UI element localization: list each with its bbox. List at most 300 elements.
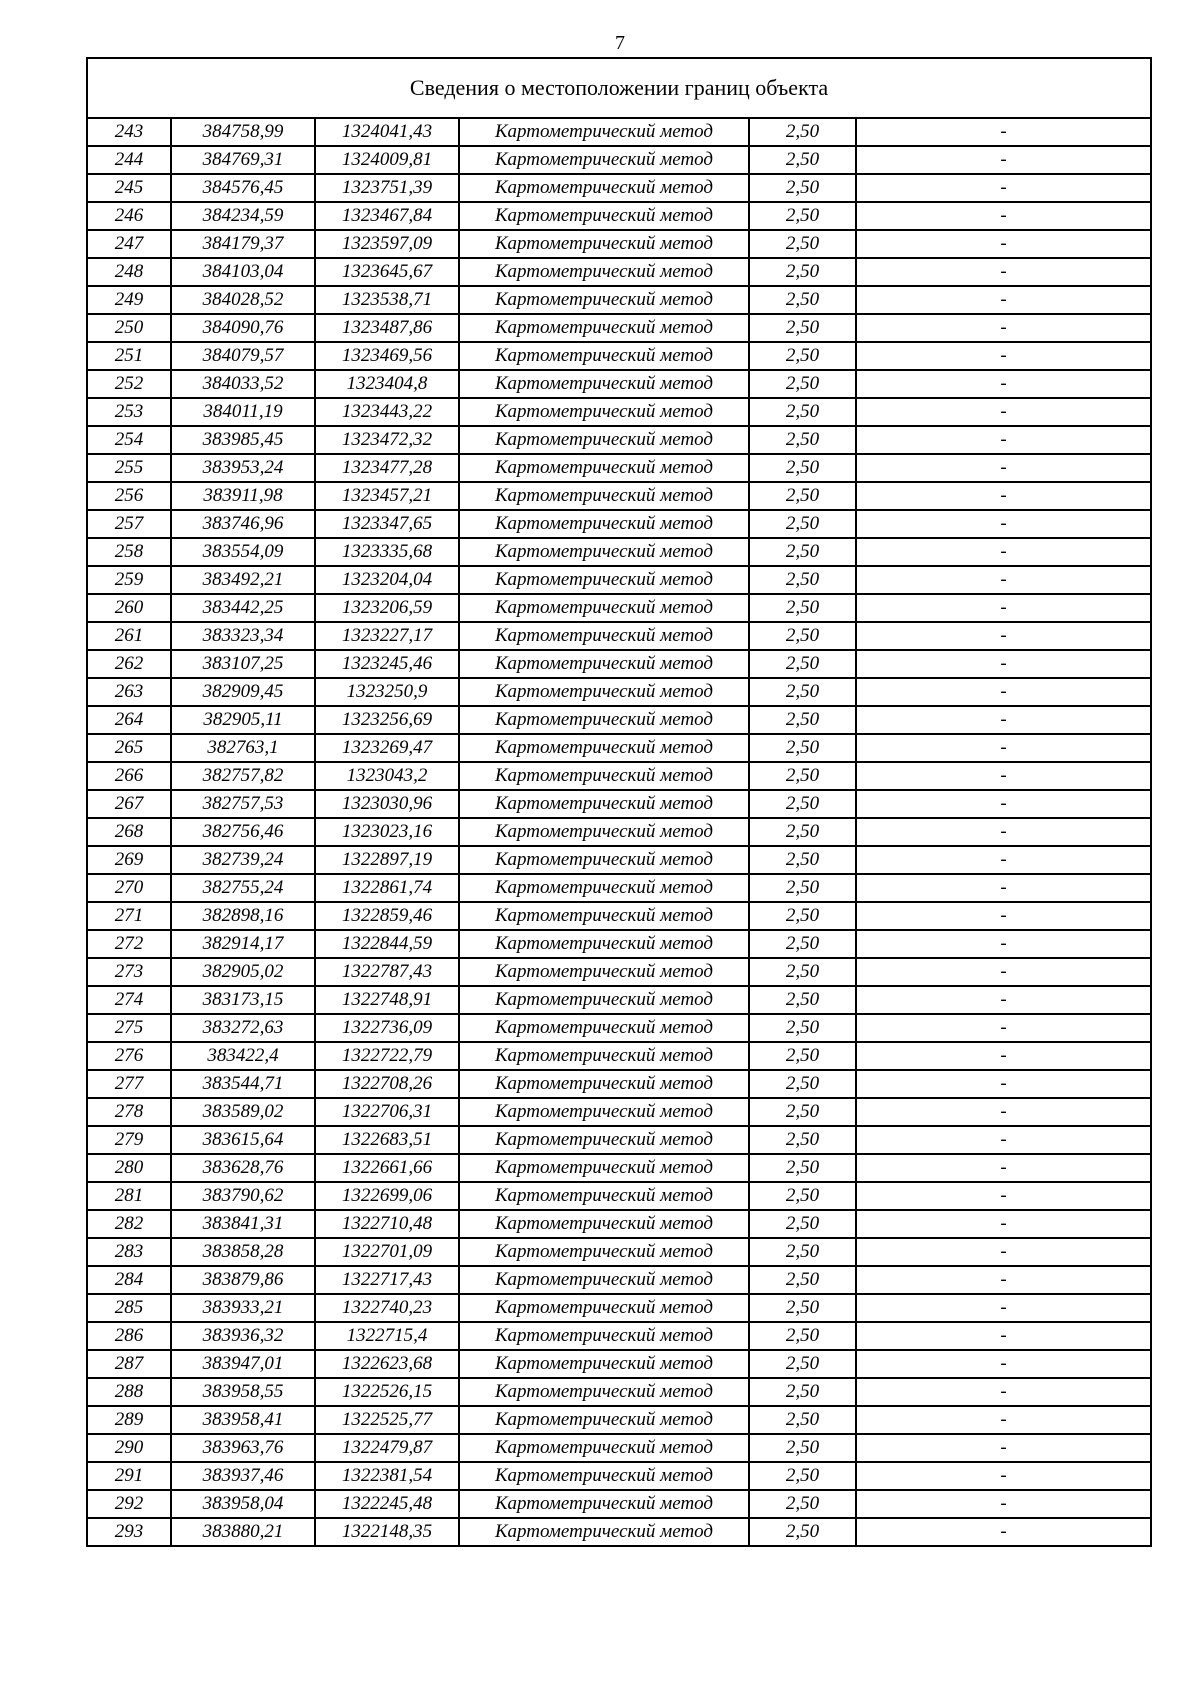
y-coordinate-cell: 1322245,48 — [315, 1490, 459, 1518]
method-cell: Картометрический метод — [459, 1406, 749, 1434]
table-row — [87, 1378, 1151, 1406]
method-cell: Картометрический метод — [459, 118, 749, 146]
point-number-cell: 256 — [87, 482, 171, 510]
method-cell: Картометрический метод — [459, 818, 749, 846]
y-coordinate-cell: 1323477,28 — [315, 454, 459, 482]
accuracy-cell: 2,50 — [749, 1126, 856, 1154]
accuracy-cell: 2,50 — [749, 342, 856, 370]
table-row — [87, 314, 1151, 342]
x-coordinate-cell: 383589,02 — [171, 1098, 315, 1126]
point-number-cell: 253 — [87, 398, 171, 426]
y-coordinate-cell: 1323751,39 — [315, 174, 459, 202]
y-coordinate-cell: 1323467,84 — [315, 202, 459, 230]
delta-cell: - — [856, 174, 1151, 202]
y-coordinate-cell: 1323645,67 — [315, 258, 459, 286]
method-cell: Картометрический метод — [459, 370, 749, 398]
x-coordinate-cell: 383958,04 — [171, 1490, 315, 1518]
x-coordinate-cell: 383422,4 — [171, 1042, 315, 1070]
table-row — [87, 1490, 1151, 1518]
table-row — [87, 230, 1151, 258]
accuracy-cell: 2,50 — [749, 1154, 856, 1182]
point-number-cell: 290 — [87, 1434, 171, 1462]
delta-cell: - — [856, 230, 1151, 258]
table-row — [87, 1098, 1151, 1126]
accuracy-cell: 2,50 — [749, 1462, 856, 1490]
y-coordinate-cell: 1322526,15 — [315, 1378, 459, 1406]
y-coordinate-cell: 1322740,23 — [315, 1294, 459, 1322]
delta-cell: - — [856, 1322, 1151, 1350]
point-number-cell: 264 — [87, 706, 171, 734]
accuracy-cell: 2,50 — [749, 510, 856, 538]
point-number-cell: 255 — [87, 454, 171, 482]
y-coordinate-cell: 1322479,87 — [315, 1434, 459, 1462]
method-cell: Картометрический метод — [459, 1014, 749, 1042]
point-number-cell: 277 — [87, 1070, 171, 1098]
point-number-cell: 263 — [87, 678, 171, 706]
point-number-cell: 257 — [87, 510, 171, 538]
x-coordinate-cell: 383879,86 — [171, 1266, 315, 1294]
method-cell: Картометрический метод — [459, 650, 749, 678]
table-row — [87, 258, 1151, 286]
table-row — [87, 818, 1151, 846]
accuracy-cell: 2,50 — [749, 230, 856, 258]
method-cell: Картометрический метод — [459, 1350, 749, 1378]
point-number-cell: 266 — [87, 762, 171, 790]
y-coordinate-cell: 1323245,46 — [315, 650, 459, 678]
delta-cell: - — [856, 762, 1151, 790]
y-coordinate-cell: 1322748,91 — [315, 986, 459, 1014]
delta-cell: - — [856, 1462, 1151, 1490]
x-coordinate-cell: 383173,15 — [171, 986, 315, 1014]
point-number-cell: 249 — [87, 286, 171, 314]
point-number-cell: 258 — [87, 538, 171, 566]
point-number-cell: 271 — [87, 902, 171, 930]
y-coordinate-cell: 1322706,31 — [315, 1098, 459, 1126]
method-cell: Картометрический метод — [459, 958, 749, 986]
point-number-cell: 268 — [87, 818, 171, 846]
delta-cell: - — [856, 734, 1151, 762]
y-coordinate-cell: 1323269,47 — [315, 734, 459, 762]
x-coordinate-cell: 384028,52 — [171, 286, 315, 314]
accuracy-cell: 2,50 — [749, 1266, 856, 1294]
table-row — [87, 1154, 1151, 1182]
accuracy-cell: 2,50 — [749, 398, 856, 426]
accuracy-cell: 2,50 — [749, 790, 856, 818]
point-number-cell: 252 — [87, 370, 171, 398]
method-cell: Картометрический метод — [459, 482, 749, 510]
table-row — [87, 1126, 1151, 1154]
y-coordinate-cell: 1323043,2 — [315, 762, 459, 790]
x-coordinate-cell: 383858,28 — [171, 1238, 315, 1266]
accuracy-cell: 2,50 — [749, 370, 856, 398]
page-number: 7 — [615, 32, 625, 54]
table-row — [87, 902, 1151, 930]
table-row — [87, 174, 1151, 202]
table-row — [87, 1462, 1151, 1490]
accuracy-cell: 2,50 — [749, 1406, 856, 1434]
y-coordinate-cell: 1322710,48 — [315, 1210, 459, 1238]
table-row — [87, 706, 1151, 734]
method-cell: Картометрический метод — [459, 1042, 749, 1070]
method-cell: Картометрический метод — [459, 426, 749, 454]
y-coordinate-cell: 1323335,68 — [315, 538, 459, 566]
point-number-cell: 289 — [87, 1406, 171, 1434]
y-coordinate-cell: 1323472,32 — [315, 426, 459, 454]
accuracy-cell: 2,50 — [749, 566, 856, 594]
x-coordinate-cell: 384079,57 — [171, 342, 315, 370]
x-coordinate-cell: 383841,31 — [171, 1210, 315, 1238]
x-coordinate-cell: 383746,96 — [171, 510, 315, 538]
x-coordinate-cell: 382914,17 — [171, 930, 315, 958]
point-number-cell: 286 — [87, 1322, 171, 1350]
delta-cell: - — [856, 1406, 1151, 1434]
delta-cell: - — [856, 370, 1151, 398]
accuracy-cell: 2,50 — [749, 650, 856, 678]
delta-cell: - — [856, 1154, 1151, 1182]
method-cell: Картометрический метод — [459, 622, 749, 650]
point-number-cell: 269 — [87, 846, 171, 874]
y-coordinate-cell: 1322683,51 — [315, 1126, 459, 1154]
y-coordinate-cell: 1322148,35 — [315, 1518, 459, 1546]
table-row — [87, 1210, 1151, 1238]
delta-cell: - — [856, 426, 1151, 454]
table-row — [87, 1294, 1151, 1322]
y-coordinate-cell: 1322525,77 — [315, 1406, 459, 1434]
delta-cell: - — [856, 398, 1151, 426]
x-coordinate-cell: 383947,01 — [171, 1350, 315, 1378]
delta-cell: - — [856, 1518, 1151, 1546]
delta-cell: - — [856, 258, 1151, 286]
accuracy-cell: 2,50 — [749, 538, 856, 566]
point-number-cell: 260 — [87, 594, 171, 622]
table-row — [87, 762, 1151, 790]
accuracy-cell: 2,50 — [749, 958, 856, 986]
delta-cell: - — [856, 650, 1151, 678]
boundary-coordinates-table — [86, 57, 1152, 1547]
accuracy-cell: 2,50 — [749, 286, 856, 314]
y-coordinate-cell: 1322708,26 — [315, 1070, 459, 1098]
y-coordinate-cell: 1322897,19 — [315, 846, 459, 874]
x-coordinate-cell: 384011,19 — [171, 398, 315, 426]
accuracy-cell: 2,50 — [749, 174, 856, 202]
delta-cell: - — [856, 1126, 1151, 1154]
accuracy-cell: 2,50 — [749, 454, 856, 482]
method-cell: Картометрический метод — [459, 1154, 749, 1182]
point-number-cell: 259 — [87, 566, 171, 594]
accuracy-cell: 2,50 — [749, 762, 856, 790]
accuracy-cell: 2,50 — [749, 1294, 856, 1322]
point-number-cell: 272 — [87, 930, 171, 958]
method-cell: Картометрический метод — [459, 1210, 749, 1238]
method-cell: Картометрический метод — [459, 1182, 749, 1210]
table-row — [87, 986, 1151, 1014]
y-coordinate-cell: 1322787,43 — [315, 958, 459, 986]
method-cell: Картометрический метод — [459, 1294, 749, 1322]
y-coordinate-cell: 1323256,69 — [315, 706, 459, 734]
method-cell: Картометрический метод — [459, 398, 749, 426]
point-number-cell: 251 — [87, 342, 171, 370]
accuracy-cell: 2,50 — [749, 314, 856, 342]
point-number-cell: 261 — [87, 622, 171, 650]
point-number-cell: 245 — [87, 174, 171, 202]
accuracy-cell: 2,50 — [749, 818, 856, 846]
x-coordinate-cell: 382898,16 — [171, 902, 315, 930]
table-row — [87, 1182, 1151, 1210]
accuracy-cell: 2,50 — [749, 1322, 856, 1350]
table-title: Сведения о местоположении границ объекта — [87, 58, 1151, 118]
point-number-cell: 275 — [87, 1014, 171, 1042]
point-number-cell: 244 — [87, 146, 171, 174]
accuracy-cell: 2,50 — [749, 846, 856, 874]
method-cell: Картометрический метод — [459, 342, 749, 370]
accuracy-cell: 2,50 — [749, 1042, 856, 1070]
x-coordinate-cell: 382755,24 — [171, 874, 315, 902]
point-number-cell: 254 — [87, 426, 171, 454]
table-row — [87, 1238, 1151, 1266]
y-coordinate-cell: 1324041,43 — [315, 118, 459, 146]
y-coordinate-cell: 1322736,09 — [315, 1014, 459, 1042]
x-coordinate-cell: 383958,41 — [171, 1406, 315, 1434]
y-coordinate-cell: 1323023,16 — [315, 818, 459, 846]
table-row — [87, 1518, 1151, 1546]
delta-cell: - — [856, 1238, 1151, 1266]
delta-cell: - — [856, 622, 1151, 650]
x-coordinate-cell: 382763,1 — [171, 734, 315, 762]
method-cell: Картометрический метод — [459, 594, 749, 622]
accuracy-cell: 2,50 — [749, 118, 856, 146]
table-row — [87, 118, 1151, 146]
accuracy-cell: 2,50 — [749, 1378, 856, 1406]
method-cell: Картометрический метод — [459, 454, 749, 482]
accuracy-cell: 2,50 — [749, 482, 856, 510]
table-row — [87, 1322, 1151, 1350]
accuracy-cell: 2,50 — [749, 258, 856, 286]
method-cell: Картометрический метод — [459, 230, 749, 258]
delta-cell: - — [856, 482, 1151, 510]
delta-cell: - — [856, 510, 1151, 538]
delta-cell: - — [856, 1070, 1151, 1098]
table-row — [87, 202, 1151, 230]
x-coordinate-cell: 384758,99 — [171, 118, 315, 146]
table-row — [87, 622, 1151, 650]
x-coordinate-cell: 383933,21 — [171, 1294, 315, 1322]
method-cell: Картометрический метод — [459, 202, 749, 230]
y-coordinate-cell: 1323227,17 — [315, 622, 459, 650]
x-coordinate-cell: 382757,53 — [171, 790, 315, 818]
table-row — [87, 454, 1151, 482]
table-row — [87, 874, 1151, 902]
table-row — [87, 790, 1151, 818]
method-cell: Картометрический метод — [459, 146, 749, 174]
point-number-cell: 282 — [87, 1210, 171, 1238]
table-row — [87, 538, 1151, 566]
method-cell: Картометрический метод — [459, 1518, 749, 1546]
delta-cell: - — [856, 454, 1151, 482]
method-cell: Картометрический метод — [459, 1098, 749, 1126]
x-coordinate-cell: 383963,76 — [171, 1434, 315, 1462]
x-coordinate-cell: 382905,02 — [171, 958, 315, 986]
accuracy-cell: 2,50 — [749, 1210, 856, 1238]
point-number-cell: 280 — [87, 1154, 171, 1182]
y-coordinate-cell: 1323487,86 — [315, 314, 459, 342]
table-body — [87, 118, 1151, 1546]
y-coordinate-cell: 1323404,8 — [315, 370, 459, 398]
accuracy-cell: 2,50 — [749, 202, 856, 230]
method-cell: Картометрический метод — [459, 1462, 749, 1490]
delta-cell: - — [856, 1294, 1151, 1322]
x-coordinate-cell: 383107,25 — [171, 650, 315, 678]
x-coordinate-cell: 383937,46 — [171, 1462, 315, 1490]
method-cell: Картометрический метод — [459, 846, 749, 874]
method-cell: Картометрический метод — [459, 1126, 749, 1154]
delta-cell: - — [856, 1266, 1151, 1294]
accuracy-cell: 2,50 — [749, 1490, 856, 1518]
accuracy-cell: 2,50 — [749, 986, 856, 1014]
table-row — [87, 510, 1151, 538]
point-number-cell: 247 — [87, 230, 171, 258]
y-coordinate-cell: 1322661,66 — [315, 1154, 459, 1182]
accuracy-cell: 2,50 — [749, 902, 856, 930]
table-row — [87, 426, 1151, 454]
method-cell: Картометрический метод — [459, 1322, 749, 1350]
y-coordinate-cell: 1323347,65 — [315, 510, 459, 538]
y-coordinate-cell: 1322381,54 — [315, 1462, 459, 1490]
point-number-cell: 281 — [87, 1182, 171, 1210]
x-coordinate-cell: 384090,76 — [171, 314, 315, 342]
point-number-cell: 270 — [87, 874, 171, 902]
accuracy-cell: 2,50 — [749, 1070, 856, 1098]
y-coordinate-cell: 1322715,4 — [315, 1322, 459, 1350]
point-number-cell: 262 — [87, 650, 171, 678]
x-coordinate-cell: 384576,45 — [171, 174, 315, 202]
table-row — [87, 398, 1151, 426]
x-coordinate-cell: 382739,24 — [171, 846, 315, 874]
point-number-cell: 276 — [87, 1042, 171, 1070]
method-cell: Картометрический метод — [459, 1070, 749, 1098]
delta-cell: - — [856, 1378, 1151, 1406]
table-row — [87, 566, 1151, 594]
method-cell: Картометрический метод — [459, 1490, 749, 1518]
point-number-cell: 274 — [87, 986, 171, 1014]
delta-cell: - — [856, 958, 1151, 986]
delta-cell: - — [856, 118, 1151, 146]
accuracy-cell: 2,50 — [749, 930, 856, 958]
accuracy-cell: 2,50 — [749, 1518, 856, 1546]
delta-cell: - — [856, 1014, 1151, 1042]
point-number-cell: 291 — [87, 1462, 171, 1490]
delta-cell: - — [856, 1350, 1151, 1378]
delta-cell: - — [856, 818, 1151, 846]
accuracy-cell: 2,50 — [749, 146, 856, 174]
delta-cell: - — [856, 790, 1151, 818]
table-title-row — [87, 58, 1151, 118]
x-coordinate-cell: 382909,45 — [171, 678, 315, 706]
method-cell: Картометрический метод — [459, 706, 749, 734]
x-coordinate-cell: 383615,64 — [171, 1126, 315, 1154]
x-coordinate-cell: 383628,76 — [171, 1154, 315, 1182]
x-coordinate-cell: 384234,59 — [171, 202, 315, 230]
point-number-cell: 279 — [87, 1126, 171, 1154]
x-coordinate-cell: 383911,98 — [171, 482, 315, 510]
point-number-cell: 283 — [87, 1238, 171, 1266]
table-row — [87, 1434, 1151, 1462]
method-cell: Картометрический метод — [459, 678, 749, 706]
accuracy-cell: 2,50 — [749, 1434, 856, 1462]
y-coordinate-cell: 1322844,59 — [315, 930, 459, 958]
accuracy-cell: 2,50 — [749, 734, 856, 762]
y-coordinate-cell: 1323250,9 — [315, 678, 459, 706]
y-coordinate-cell: 1323206,59 — [315, 594, 459, 622]
y-coordinate-cell: 1322861,74 — [315, 874, 459, 902]
y-coordinate-cell: 1322623,68 — [315, 1350, 459, 1378]
x-coordinate-cell: 383985,45 — [171, 426, 315, 454]
point-number-cell: 250 — [87, 314, 171, 342]
delta-cell: - — [856, 202, 1151, 230]
method-cell: Картометрический метод — [459, 174, 749, 202]
point-number-cell: 243 — [87, 118, 171, 146]
delta-cell: - — [856, 930, 1151, 958]
x-coordinate-cell: 383272,63 — [171, 1014, 315, 1042]
method-cell: Картометрический метод — [459, 734, 749, 762]
method-cell: Картометрический метод — [459, 790, 749, 818]
table-row — [87, 678, 1151, 706]
x-coordinate-cell: 382757,82 — [171, 762, 315, 790]
point-number-cell: 265 — [87, 734, 171, 762]
delta-cell: - — [856, 314, 1151, 342]
y-coordinate-cell: 1322699,06 — [315, 1182, 459, 1210]
y-coordinate-cell: 1323457,21 — [315, 482, 459, 510]
x-coordinate-cell: 383880,21 — [171, 1518, 315, 1546]
delta-cell: - — [856, 902, 1151, 930]
method-cell: Картометрический метод — [459, 286, 749, 314]
x-coordinate-cell: 383790,62 — [171, 1182, 315, 1210]
table-row — [87, 846, 1151, 874]
x-coordinate-cell: 382905,11 — [171, 706, 315, 734]
method-cell: Картометрический метод — [459, 986, 749, 1014]
x-coordinate-cell: 382756,46 — [171, 818, 315, 846]
delta-cell: - — [856, 1210, 1151, 1238]
method-cell: Картометрический метод — [459, 258, 749, 286]
delta-cell: - — [856, 1434, 1151, 1462]
x-coordinate-cell: 383936,32 — [171, 1322, 315, 1350]
delta-cell: - — [856, 146, 1151, 174]
y-coordinate-cell: 1323469,56 — [315, 342, 459, 370]
delta-cell: - — [856, 594, 1151, 622]
accuracy-cell: 2,50 — [749, 706, 856, 734]
table-row — [87, 370, 1151, 398]
x-coordinate-cell: 384033,52 — [171, 370, 315, 398]
method-cell: Картометрический метод — [459, 1378, 749, 1406]
x-coordinate-cell: 383554,09 — [171, 538, 315, 566]
table-row — [87, 286, 1151, 314]
table-row — [87, 342, 1151, 370]
accuracy-cell: 2,50 — [749, 874, 856, 902]
y-coordinate-cell: 1324009,81 — [315, 146, 459, 174]
y-coordinate-cell: 1323597,09 — [315, 230, 459, 258]
method-cell: Картометрический метод — [459, 930, 749, 958]
x-coordinate-cell: 384769,31 — [171, 146, 315, 174]
accuracy-cell: 2,50 — [749, 594, 856, 622]
x-coordinate-cell: 383958,55 — [171, 1378, 315, 1406]
point-number-cell: 278 — [87, 1098, 171, 1126]
x-coordinate-cell: 384103,04 — [171, 258, 315, 286]
x-coordinate-cell: 383544,71 — [171, 1070, 315, 1098]
table-row — [87, 146, 1151, 174]
delta-cell: - — [856, 986, 1151, 1014]
point-number-cell: 267 — [87, 790, 171, 818]
accuracy-cell: 2,50 — [749, 1014, 856, 1042]
delta-cell: - — [856, 1098, 1151, 1126]
